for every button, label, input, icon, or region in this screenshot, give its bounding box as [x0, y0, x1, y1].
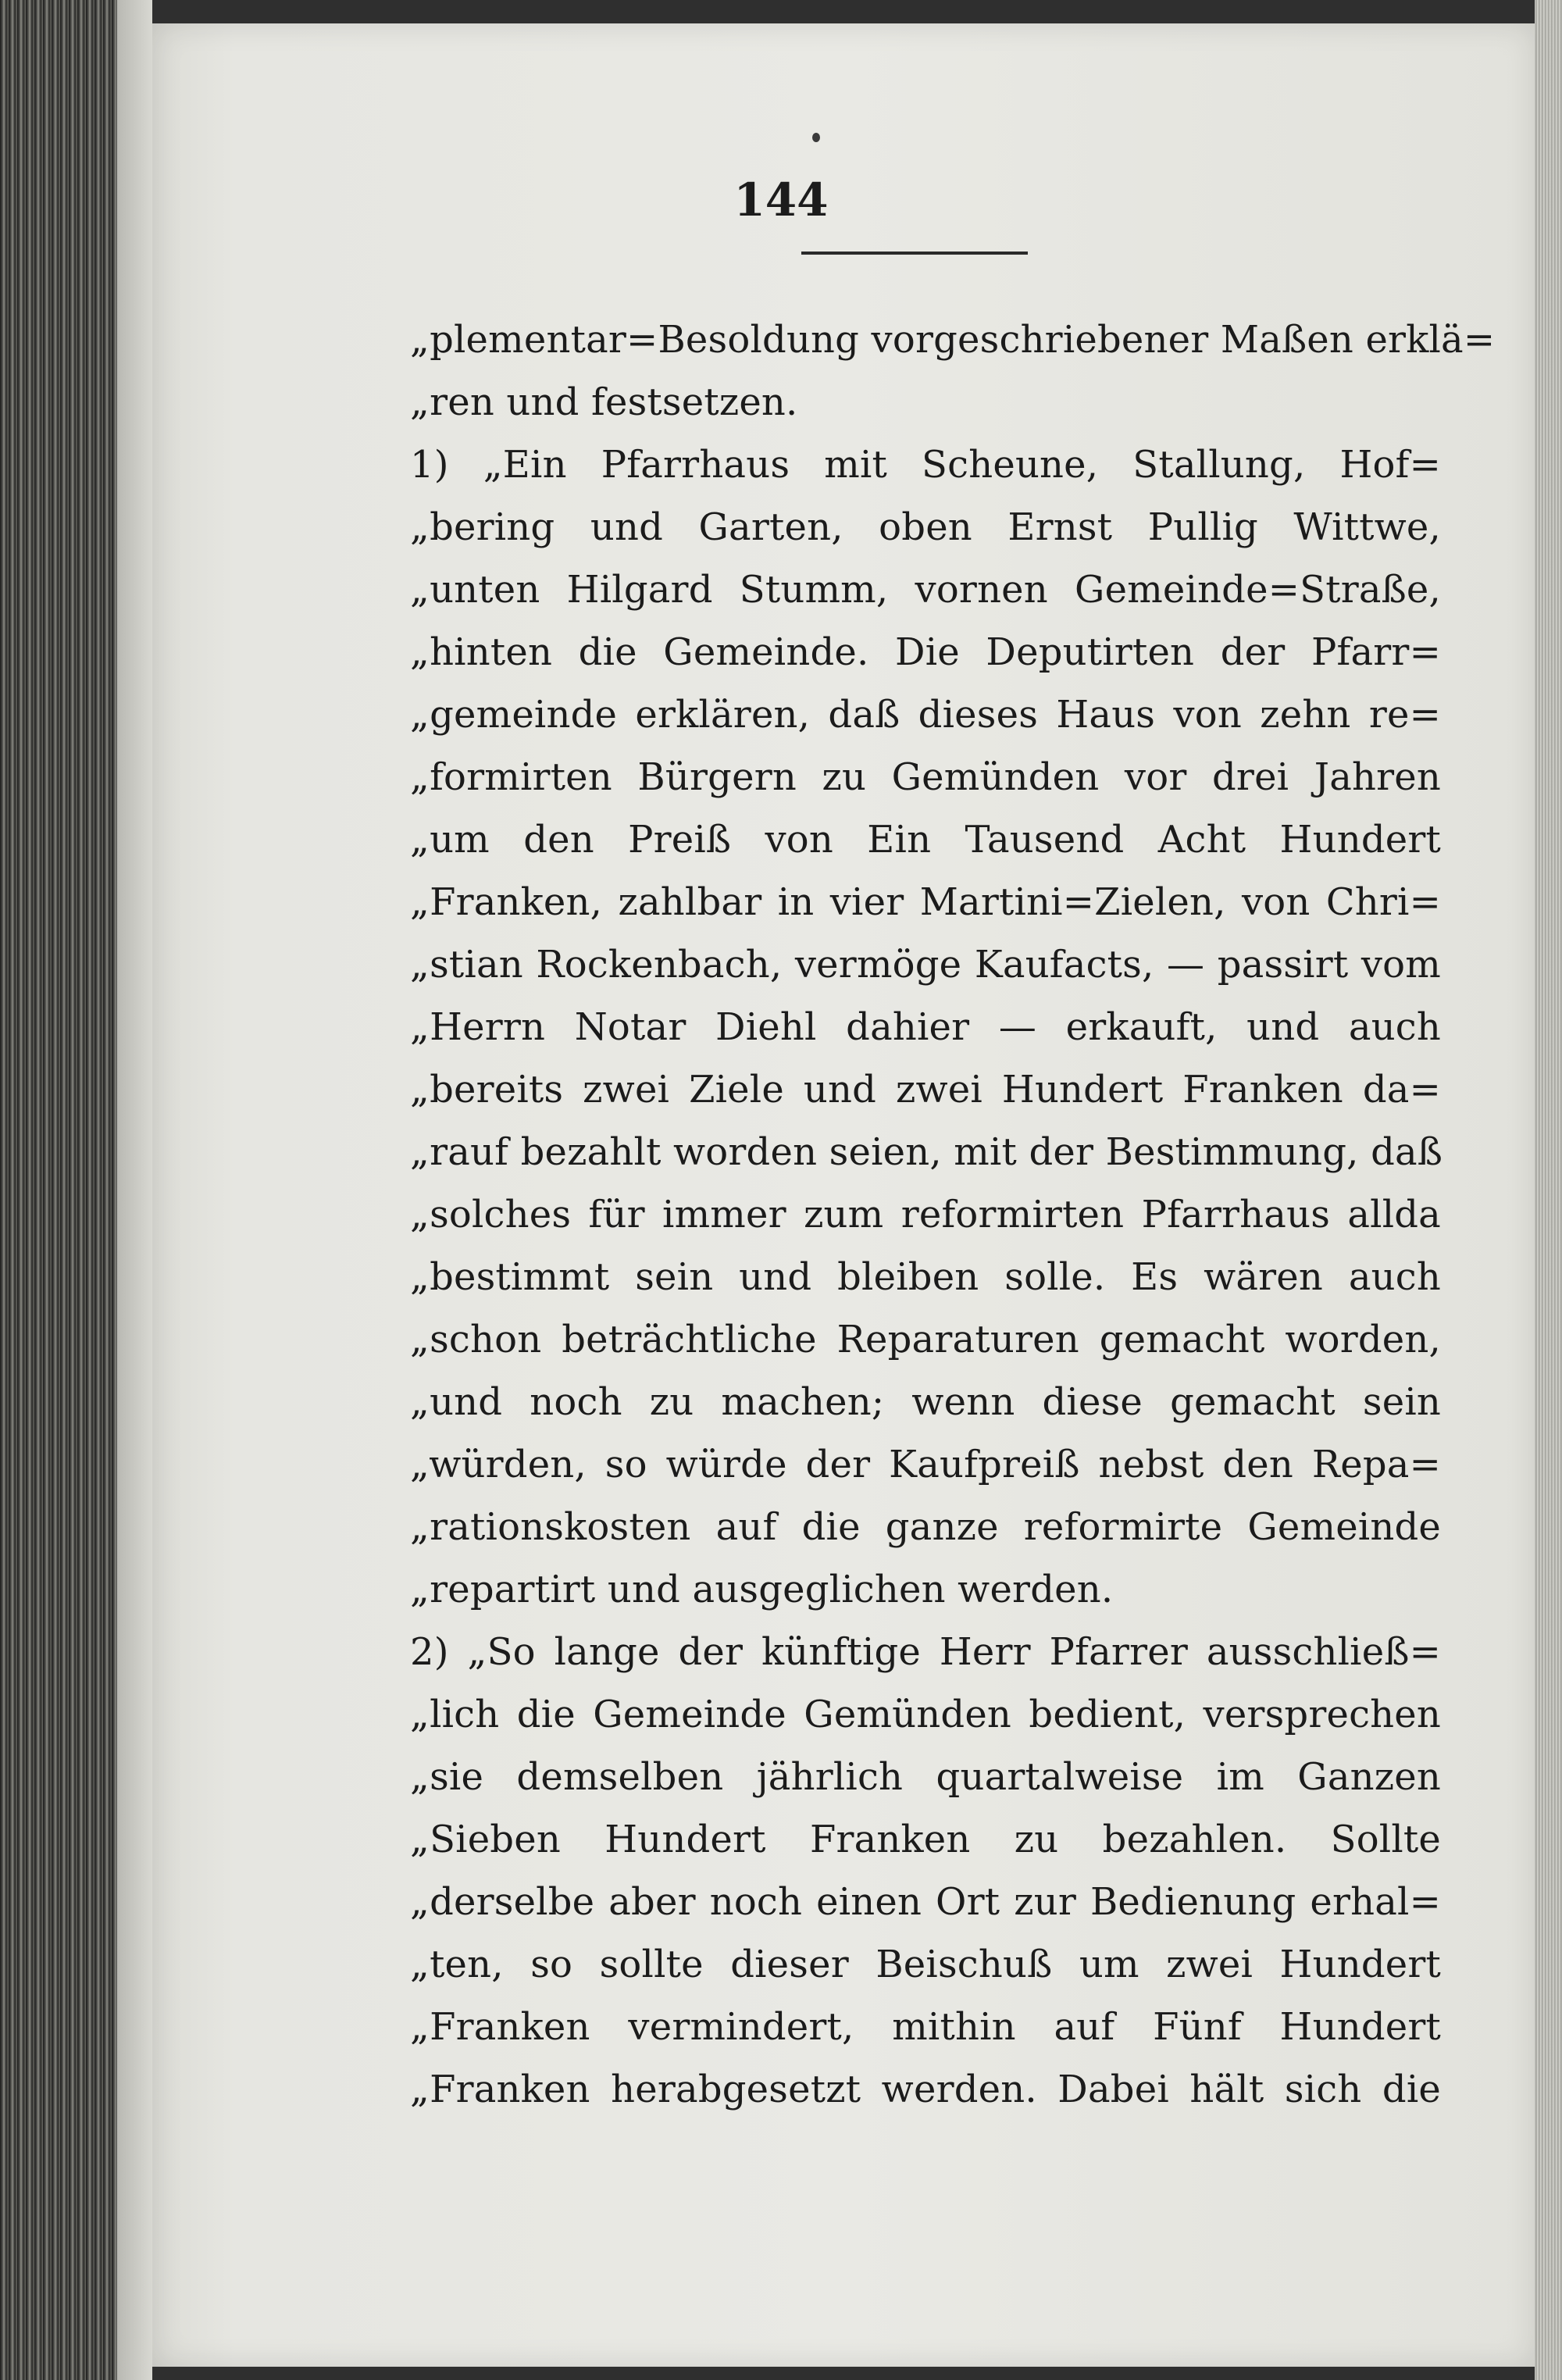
text-line: „rauf bezahlt worden seien, mit der Bestimmung, daß	[410, 1130, 1443, 1174]
text-line: „Franken vermindert, mithin auf Fünf Hundert	[410, 2005, 1441, 2049]
text-line: „derselbe aber noch einen Ort zur Bedienung erhal=	[410, 1880, 1441, 1924]
book-page-edges	[0, 0, 117, 2380]
text-line: „sie demselben jährlich quartalweise im Ganzen	[410, 1755, 1441, 1799]
text-line: „bering und Garten, oben Ernst Pullig Wittwe,	[410, 505, 1441, 549]
text-line: 1) „Ein Pfarrhaus mit Scheune, Stallung, Hof=	[410, 443, 1441, 487]
text-line: „repartirt und ausgeglichen werden.	[410, 1568, 1114, 1611]
header-rule	[801, 252, 1028, 255]
text-line: „ren und festsetzen.	[410, 380, 798, 424]
text-line: „Franken, zahlbar in vier Martini=Zielen, von Chri=	[410, 880, 1441, 924]
text-line: 2) „So lange der künftige Herr Pfarrer ausschließ=	[410, 1630, 1441, 1674]
text-line: „schon beträchtliche Reparaturen gemacht worden,	[410, 1318, 1441, 1361]
text-line: „gemeinde erklären, daß dieses Haus von zehn re=	[410, 693, 1441, 737]
text-line: „Herrn Notar Diehl dahier — erkauft, und auch	[410, 1005, 1441, 1049]
text-line: „stian Rockenbach, vermöge Kaufacts, — passirt vom	[410, 943, 1441, 987]
ink-spot	[812, 133, 820, 142]
text-line: „lich die Gemeinde Gemünden bedient, versprechen	[410, 1693, 1441, 1736]
book-gutter	[117, 0, 152, 2380]
body-text	[410, 309, 1496, 2121]
text-line: „ten, so sollte dieser Beischuß um zwei Hundert	[410, 1943, 1441, 1986]
text-line: „Sieben Hundert Franken zu bezahlen. Sollte	[410, 1818, 1441, 1861]
text-line: „unten Hilgard Stumm, vornen Gemeinde=Straße,	[410, 568, 1441, 612]
text-line: „bereits zwei Ziele und zwei Hundert Franken da=	[410, 1068, 1441, 1111]
text-line: „hinten die Gemeinde. Die Deputirten der Pfarr=	[410, 630, 1441, 674]
text-line: „um den Preiß von Ein Tausend Acht Hundert	[410, 818, 1441, 862]
text-line: „Franken herabgesetzt werden. Dabei hält sich die	[410, 2068, 1441, 2111]
text-line: „bestimmt sein und bleiben solle. Es wären auch	[410, 1255, 1441, 1299]
text-line: „solches für immer zum reformirten Pfarrhaus allda	[410, 1193, 1441, 1236]
text-line: „plementar=Besoldung vorgeschriebener Maßen erklä=	[410, 318, 1496, 362]
text-line: „würden, so würde der Kaufpreiß nebst den Repa=	[410, 1443, 1441, 1486]
text-line: „rationskosten auf die ganze reformirte Gemeinde	[410, 1505, 1441, 1549]
right-page-edge	[1535, 0, 1562, 2380]
text-line: „und noch zu machen; wenn diese gemacht sein	[410, 1380, 1441, 1424]
page-number: 144	[733, 173, 829, 227]
text-line: „formirten Bürgern zu Gemünden vor drei Jahren	[410, 755, 1441, 799]
